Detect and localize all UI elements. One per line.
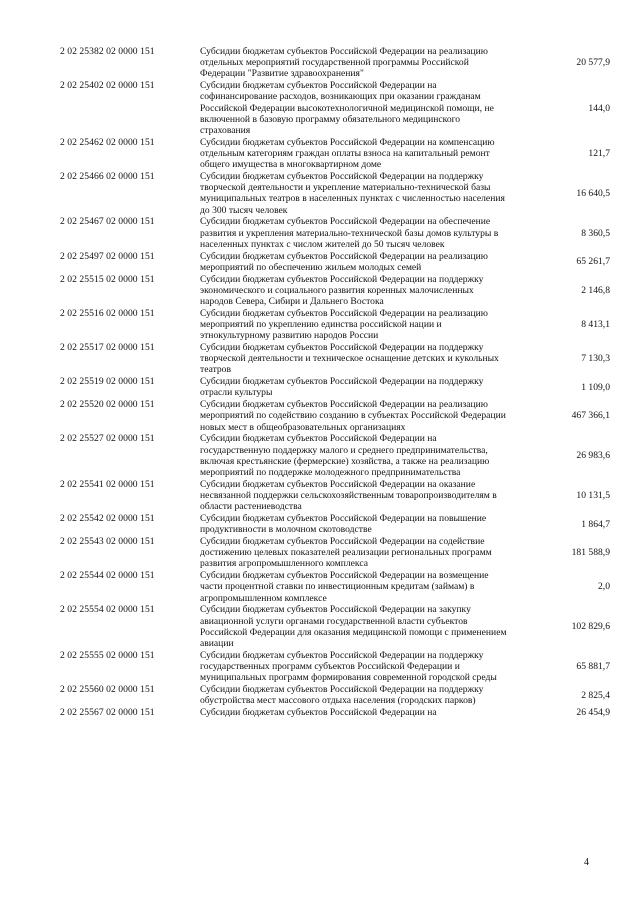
revenue-description: Субсидии бюджетам субъектов Российской Федерации на реализацию отдельных мероприятий государственной программы Российской Федерации "Развитие здравоохранения": [200, 46, 488, 80]
amount: 102 829,6: [571, 621, 610, 633]
amount: 1 864,7: [581, 518, 610, 530]
page-number: 4: [584, 857, 589, 868]
revenue-description: Субсидии бюджетам субъектов Российской Федерации на реализацию мероприятий по укреплению единства российской нации и этнокультурному развитию народов России: [200, 307, 488, 342]
budget-code: 2 02 25516 02 0000 151: [60, 307, 155, 319]
budget-code: 2 02 25527 02 0000 151: [60, 433, 155, 445]
table-row: [60, 308, 610, 342]
table-row: [60, 650, 610, 684]
budget-code: 2 02 25567 02 0000 151: [60, 707, 155, 719]
amount: 10 131,5: [576, 490, 610, 502]
revenue-description: Субсидии бюджетам субъектов Российской Федерации на обеспечение развития и укрепления материально-технической базы домов культуры в населенных пунктах с числом жителей до 50 тысяч человек: [200, 216, 499, 250]
amount: 8 413,1: [581, 319, 610, 331]
table-row: [60, 536, 610, 570]
revenue-description: Субсидии бюджетам субъектов Российской Федерации на государственную поддержку малого и среднего предпринимательства, включая крестьянские (фермерские) хозяйства, а также на реализацию мероприятий по поддержке молодежного предпринимательства: [200, 433, 490, 479]
revenue-description: Субсидии бюджетам субъектов Российской Федерации на поддержку творческой деятельности и техническое оснащение детских и кукольных театров: [200, 342, 499, 376]
revenue-description: Субсидии бюджетам субъектов Российской Федерации на софинансирование расходов, возникающих при оказании гражданам Российской Федерации высокотехнологичной медицинской помощи, не включенной в базовую программу обязательного медицинского страхования: [200, 80, 494, 137]
revenue-description: Субсидии бюджетам субъектов Российской Федерации на поддержку экономического и социального развития коренных малочисленных народов Севера, Сибири и Дальнего Востока: [200, 273, 484, 308]
budget-code: 2 02 25467 02 0000 151: [60, 216, 155, 228]
table-row: [60, 137, 610, 171]
table-row: [60, 171, 610, 216]
table-row: [60, 376, 610, 399]
budget-code: 2 02 25466 02 0000 151: [60, 171, 155, 183]
table-row: [60, 684, 610, 707]
budget-code: 2 02 25462 02 0000 151: [60, 136, 155, 148]
revenue-description: Субсидии бюджетам субъектов Российской Федерации на реализацию мероприятий по обеспечению жильем молодых семей: [200, 250, 488, 273]
budget-code: 2 02 25517 02 0000 151: [60, 342, 155, 354]
budget-code: 2 02 25555 02 0000 151: [60, 649, 155, 661]
table-row: [60, 707, 610, 719]
amount: 121,7: [588, 148, 610, 160]
amount: 26 983,6: [576, 450, 610, 462]
budget-code: 2 02 25560 02 0000 151: [60, 684, 155, 696]
table-row: [60, 216, 610, 250]
budget-code: 2 02 25497 02 0000 151: [60, 250, 155, 262]
budget-code: 2 02 25543 02 0000 151: [60, 536, 155, 548]
amount: 2 825,4: [581, 689, 610, 701]
amount: 2,0: [598, 581, 610, 593]
revenue-description: Субсидии бюджетам субъектов Российской Федерации на поддержку обустройства мест массового отдыха населения (городских парков): [200, 684, 484, 707]
budget-code: 2 02 25520 02 0000 151: [60, 399, 155, 411]
revenue-description: Субсидии бюджетам субъектов Российской Федерации на повышение продуктивности в молочном скотоводстве: [200, 513, 487, 536]
revenue-description: Субсидии бюджетам субъектов Российской Федерации на поддержку отрасли культуры: [200, 376, 484, 399]
table-row: [60, 80, 610, 137]
table-row: [60, 342, 610, 376]
revenue-description: Субсидии бюджетам субъектов Российской Федерации на: [200, 707, 437, 719]
table-row: [60, 46, 610, 80]
revenue-description: Субсидии бюджетам субъектов Российской Федерации на закупку авиационной услуги органами государственной власти субъектов Российской Федерации для оказания медицинской помощи с применением авиации: [200, 604, 507, 650]
revenue-description: Субсидии бюджетам субъектов Российской Федерации на поддержку государственных программ субъектов Российской Федерации и муниципальных программ формирования современной городской среды: [200, 649, 497, 684]
revenue-description: Субсидии бюджетам субъектов Российской Федерации на поддержку творческой деятельности и укрепление материально-технической базы муниципальных театров в населенных пунктах с численностью населения до 300 тысяч человек: [200, 171, 505, 216]
table-row: [60, 399, 610, 433]
revenue-description: Субсидии бюджетам субъектов Российской Федерации на оказание несвязанной поддержки сельскохозяйственным товаропроизводителям в области растениеводства: [200, 478, 497, 513]
table-row: [60, 513, 610, 536]
revenue-description: Субсидии бюджетам субъектов Российской Федерации на содействие достижению целевых показателей реализации региональных программ развития агропромышленного комплекса: [200, 536, 492, 570]
amount: 144,0: [588, 102, 610, 114]
budget-code: 2 02 25541 02 0000 151: [60, 478, 155, 490]
revenue-table-body: [60, 46, 610, 719]
revenue-description: Субсидии бюджетам субъектов Российской Федерации на компенсацию отдельным категориям граждан оплаты взноса на капитальный ремонт общего имущества в многоквартирном доме: [200, 136, 495, 171]
amount: 467 366,1: [571, 410, 610, 422]
table-row: [60, 479, 610, 513]
amount: 7 130,3: [581, 353, 610, 365]
amount: 20 577,9: [576, 57, 610, 69]
table-row: [60, 433, 610, 478]
budget-code: 2 02 25542 02 0000 151: [60, 513, 155, 525]
budget-code: 2 02 25519 02 0000 151: [60, 376, 155, 388]
budget-code: 2 02 25515 02 0000 151: [60, 273, 155, 285]
amount: 65 881,7: [576, 661, 610, 673]
amount: 8 360,5: [581, 227, 610, 239]
amount: 26 454,9: [576, 707, 610, 719]
amount: 65 261,7: [576, 256, 610, 268]
table-row: [60, 604, 610, 649]
table-row: [60, 274, 610, 308]
amount: 1 109,0: [581, 381, 610, 393]
budget-code: 2 02 25402 02 0000 151: [60, 80, 155, 92]
revenue-table: [60, 46, 610, 719]
table-row: [60, 570, 610, 604]
revenue-description: Субсидии бюджетам субъектов Российской Федерации на возмещение части процентной ставки по инвестиционным кредитам (займам) в агропромышленном комплексе: [200, 570, 489, 604]
budget-code: 2 02 25382 02 0000 151: [60, 46, 155, 57]
revenue-description: Субсидии бюджетам субъектов Российской Федерации на реализацию мероприятий по содействию созданию в субъектах Российской Федерации новых мест в общеобразовательных организациях: [200, 399, 506, 433]
budget-code: 2 02 25554 02 0000 151: [60, 604, 155, 616]
budget-code: 2 02 25544 02 0000 151: [60, 570, 155, 582]
amount: 2 146,8: [581, 284, 610, 296]
amount: 181 588,9: [571, 547, 610, 559]
table-row: [60, 251, 610, 274]
amount: 16 640,5: [576, 187, 610, 199]
